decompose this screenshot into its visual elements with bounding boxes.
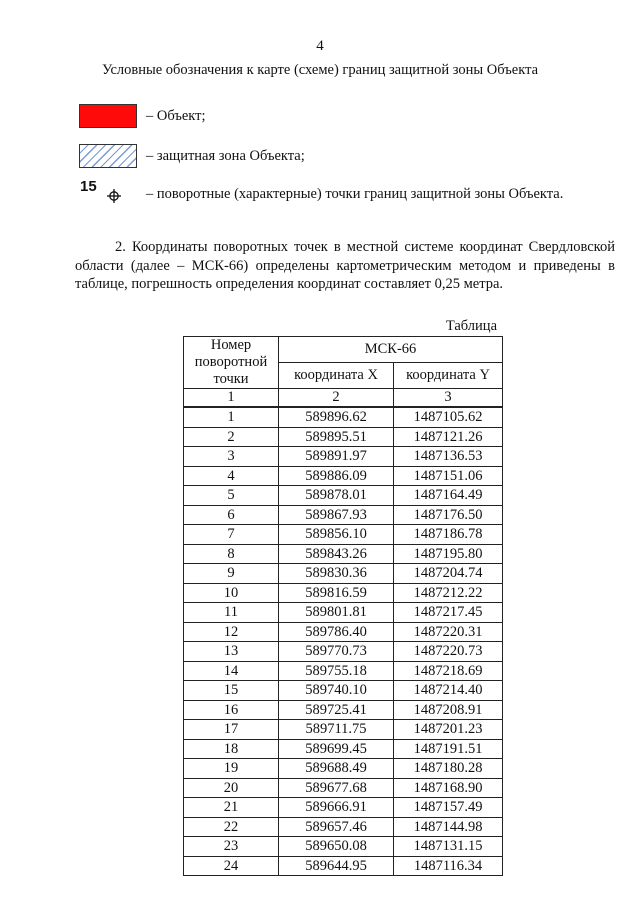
coord-y-cell: 1487176.50	[394, 505, 503, 525]
coord-x-cell: 589891.97	[279, 447, 394, 467]
table-row	[184, 564, 503, 584]
coord-x-cell: 589711.75	[279, 720, 394, 740]
legend-zone-label: – защитная зона Объекта;	[146, 148, 305, 164]
point-number-cell: 14	[184, 661, 279, 681]
table-caption: Таблица	[445, 318, 497, 334]
coord-y-cell: 1487164.49	[394, 486, 503, 506]
coord-x-cell: 589801.81	[279, 603, 394, 623]
table-body	[184, 407, 503, 876]
point-number-cell: 20	[184, 778, 279, 798]
coord-y-cell: 1487204.74	[394, 564, 503, 584]
coord-y-cell: 1487168.90	[394, 778, 503, 798]
table-row	[184, 505, 503, 525]
table-row	[184, 681, 503, 701]
coord-x-cell: 589770.73	[279, 642, 394, 662]
coord-y-cell: 1487195.80	[394, 544, 503, 564]
coord-x-cell: 589786.40	[279, 622, 394, 642]
coord-x-cell: 589843.26	[279, 544, 394, 564]
column-number: 3	[394, 389, 503, 408]
table-row	[184, 603, 503, 623]
point-number-cell: 16	[184, 700, 279, 720]
object-swatch	[79, 104, 137, 128]
coord-y-cell: 1487220.73	[394, 642, 503, 662]
coord-x-cell: 589657.46	[279, 817, 394, 837]
point-number-cell: 24	[184, 856, 279, 876]
crosshair-point-icon	[107, 189, 121, 203]
coord-y-cell: 1487212.22	[394, 583, 503, 603]
point-number-cell: 23	[184, 837, 279, 857]
header-point-number: Номер поворотной точки	[184, 337, 279, 389]
coord-x-cell: 589740.10	[279, 681, 394, 701]
coord-y-cell: 1487144.98	[394, 817, 503, 837]
point-number-cell: 5	[184, 486, 279, 506]
coord-y-cell: 1487201.23	[394, 720, 503, 740]
column-number: 1	[184, 389, 279, 408]
coord-y-cell: 1487217.45	[394, 603, 503, 623]
point-number-cell: 13	[184, 642, 279, 662]
header-coord-x: координата X	[279, 363, 394, 389]
table-row	[184, 817, 503, 837]
coordinates-paragraph: 2. Координаты поворотных точек в местной системе координат Свердловской области (далее – МСК-66) определены картометрическим методом и приведены в таблице, погрешность определения координат составляет 0,25 метра.	[75, 239, 615, 292]
coord-x-cell: 589856.10	[279, 525, 394, 545]
coord-y-cell: 1487105.62	[394, 407, 503, 427]
coord-y-cell: 1487214.40	[394, 681, 503, 701]
column-number: 2	[279, 389, 394, 408]
table-row	[184, 778, 503, 798]
table-row	[184, 583, 503, 603]
table-row	[184, 525, 503, 545]
coord-x-cell: 589895.51	[279, 427, 394, 447]
point-number-cell: 6	[184, 505, 279, 525]
point-number-cell: 11	[184, 603, 279, 623]
point-number-cell: 21	[184, 798, 279, 818]
table-row	[184, 622, 503, 642]
header-coord-y: координата Y	[394, 363, 503, 389]
point-number-cell: 9	[184, 564, 279, 584]
point-number-cell: 17	[184, 720, 279, 740]
point-number-cell: 22	[184, 817, 279, 837]
column-numbers-row	[184, 389, 503, 408]
table-row	[184, 466, 503, 486]
coord-y-cell: 1487157.49	[394, 798, 503, 818]
table-row	[184, 798, 503, 818]
coord-y-cell: 1487136.53	[394, 447, 503, 467]
coord-y-cell: 1487220.31	[394, 622, 503, 642]
point-number-cell: 7	[184, 525, 279, 545]
table-row	[184, 447, 503, 467]
table-row	[184, 759, 503, 779]
coord-x-cell: 589725.41	[279, 700, 394, 720]
coord-y-cell: 1487218.69	[394, 661, 503, 681]
point-number-cell: 8	[184, 544, 279, 564]
point-number-cell: 12	[184, 622, 279, 642]
coord-x-cell: 589886.09	[279, 466, 394, 486]
coord-x-cell: 589666.91	[279, 798, 394, 818]
point-sample-number: 15	[80, 178, 97, 195]
coord-y-cell: 1487180.28	[394, 759, 503, 779]
coord-y-cell: 1487131.15	[394, 837, 503, 857]
point-number-cell: 19	[184, 759, 279, 779]
coord-x-cell: 589830.36	[279, 564, 394, 584]
coord-x-cell: 589816.59	[279, 583, 394, 603]
table-row	[184, 427, 503, 447]
coord-x-cell: 589878.01	[279, 486, 394, 506]
coord-x-cell: 589896.62	[279, 407, 394, 427]
table-row	[184, 486, 503, 506]
coord-x-cell: 589650.08	[279, 837, 394, 857]
coord-x-cell: 589755.18	[279, 661, 394, 681]
table-row	[184, 739, 503, 759]
coord-y-cell: 1487116.34	[394, 856, 503, 876]
coord-y-cell: 1487151.06	[394, 466, 503, 486]
table-row	[184, 407, 503, 427]
point-number-cell: 2	[184, 427, 279, 447]
table-row	[184, 642, 503, 662]
point-number-cell: 10	[184, 583, 279, 603]
protective-zone-swatch	[79, 144, 137, 168]
coord-y-cell: 1487186.78	[394, 525, 503, 545]
point-number-cell: 3	[184, 447, 279, 467]
table-row	[184, 856, 503, 876]
coordinates-table	[183, 336, 503, 876]
coord-y-cell: 1487208.91	[394, 700, 503, 720]
table-row	[184, 544, 503, 564]
legend-object-label: – Объект;	[146, 108, 206, 124]
coord-x-cell: 589688.49	[279, 759, 394, 779]
coord-x-cell: 589677.68	[279, 778, 394, 798]
point-number-cell: 4	[184, 466, 279, 486]
coord-y-cell: 1487191.51	[394, 739, 503, 759]
point-number-cell: 1	[184, 407, 279, 427]
header-msk66: МСК-66	[279, 337, 503, 363]
coord-x-cell: 589867.93	[279, 505, 394, 525]
table-row	[184, 720, 503, 740]
table-row	[184, 661, 503, 681]
page-number: 4	[316, 38, 324, 54]
coord-x-cell: 589699.45	[279, 739, 394, 759]
point-number-cell: 18	[184, 739, 279, 759]
coord-x-cell: 589644.95	[279, 856, 394, 876]
coord-y-cell: 1487121.26	[394, 427, 503, 447]
table-row	[184, 837, 503, 857]
point-number-cell: 15	[184, 681, 279, 701]
legend-points-label: – поворотные (характерные) точки границ защитной зоны Объекта.	[146, 186, 564, 202]
table-row	[184, 700, 503, 720]
legend-title: Условные обозначения к карте (схеме) границ защитной зоны Объекта	[101, 62, 539, 78]
